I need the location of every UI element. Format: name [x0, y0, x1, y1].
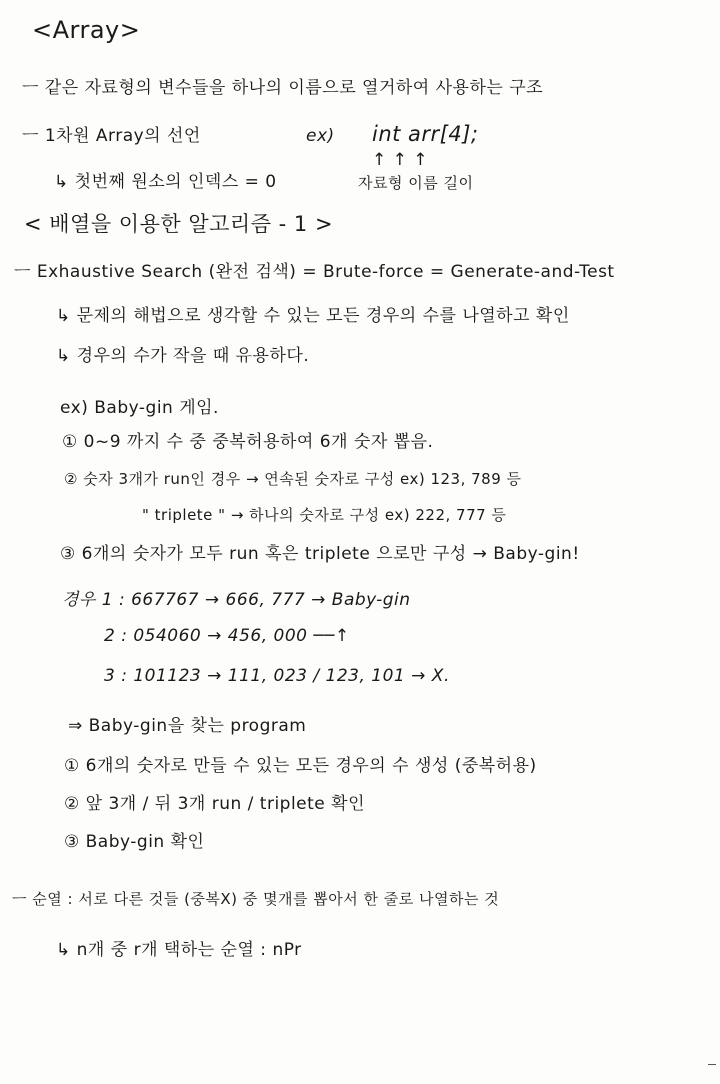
page-edge-mark	[708, 1064, 716, 1065]
babygin-example-title: ex) Baby-gin 게임.	[60, 398, 219, 418]
permutation-definition: ㅡ 순열 : 서로 다른 것들 (중복X) 중 몇개를 뽑아서 한 줄로 나열하는 것	[12, 890, 500, 908]
array-declaration-label: ㅡ 1차원 Array의 선언	[22, 126, 201, 146]
program-step-3: ③ Baby-gin 확인	[64, 832, 205, 852]
case-1: 경우 1 : 667767 → 666, 777 → Baby-gin	[62, 590, 411, 610]
array-definition: ㅡ 같은 자료형의 변수들을 하나의 이름으로 열거하여 사용하는 구조	[22, 78, 544, 98]
declaration-code: int arr[4];	[372, 122, 479, 146]
permutation-note: ↳ n개 중 r개 택하는 순열 : nPr	[56, 940, 302, 960]
exhaustive-search-heading: ㅡ Exhaustive Search (완전 검색) = Brute-force = Generate-and-Test	[14, 262, 615, 282]
program-step-2: ② 앞 3개 / 뒤 3개 run / triplete 확인	[64, 794, 366, 814]
page-title: <Array>	[32, 16, 141, 44]
case-3: 3 : 101123 → 111, 023 / 123, 101 → X.	[104, 666, 450, 686]
declaration-part-labels: 자료형 이름 길이	[358, 174, 474, 192]
first-index-note: ↳ 첫번째 원소의 인덱스 = 0	[54, 172, 277, 192]
babygin-rule-2-run: ② 숫자 3개가 run인 경우 → 연속된 숫자로 구성 ex) 123, 789 등	[64, 470, 522, 488]
declaration-example-label: ex)	[306, 126, 335, 146]
declaration-arrows: ↑ ↑ ↑	[372, 150, 429, 170]
babygin-rule-2-triplete: " triplete " → 하나의 숫자로 구성 ex) 222, 777 등	[142, 506, 507, 524]
exhaustive-description-1: ↳ 문제의 해법으로 생각할 수 있는 모든 경우의 수를 나열하고 확인	[56, 306, 570, 326]
babygin-rule-3: ③ 6개의 숫자가 모두 run 혹은 triplete 으로만 구성 → Baby-gin!	[60, 544, 580, 564]
exhaustive-description-2: ↳ 경우의 수가 작을 때 유용하다.	[56, 346, 310, 366]
case-2: 2 : 054060 → 456, 000 ──↑	[104, 626, 350, 646]
program-step-1: ① 6개의 숫자로 만들 수 있는 모든 경우의 수 생성 (중복허용)	[64, 756, 537, 776]
program-title: ⇒ Baby-gin을 찾는 program	[68, 716, 307, 736]
babygin-rule-1: ① 0~9 까지 수 중 중복허용하여 6개 숫자 뽑음.	[62, 432, 434, 452]
algorithm-section-title: < 배열을 이용한 알고리즘 - 1 >	[24, 212, 334, 236]
